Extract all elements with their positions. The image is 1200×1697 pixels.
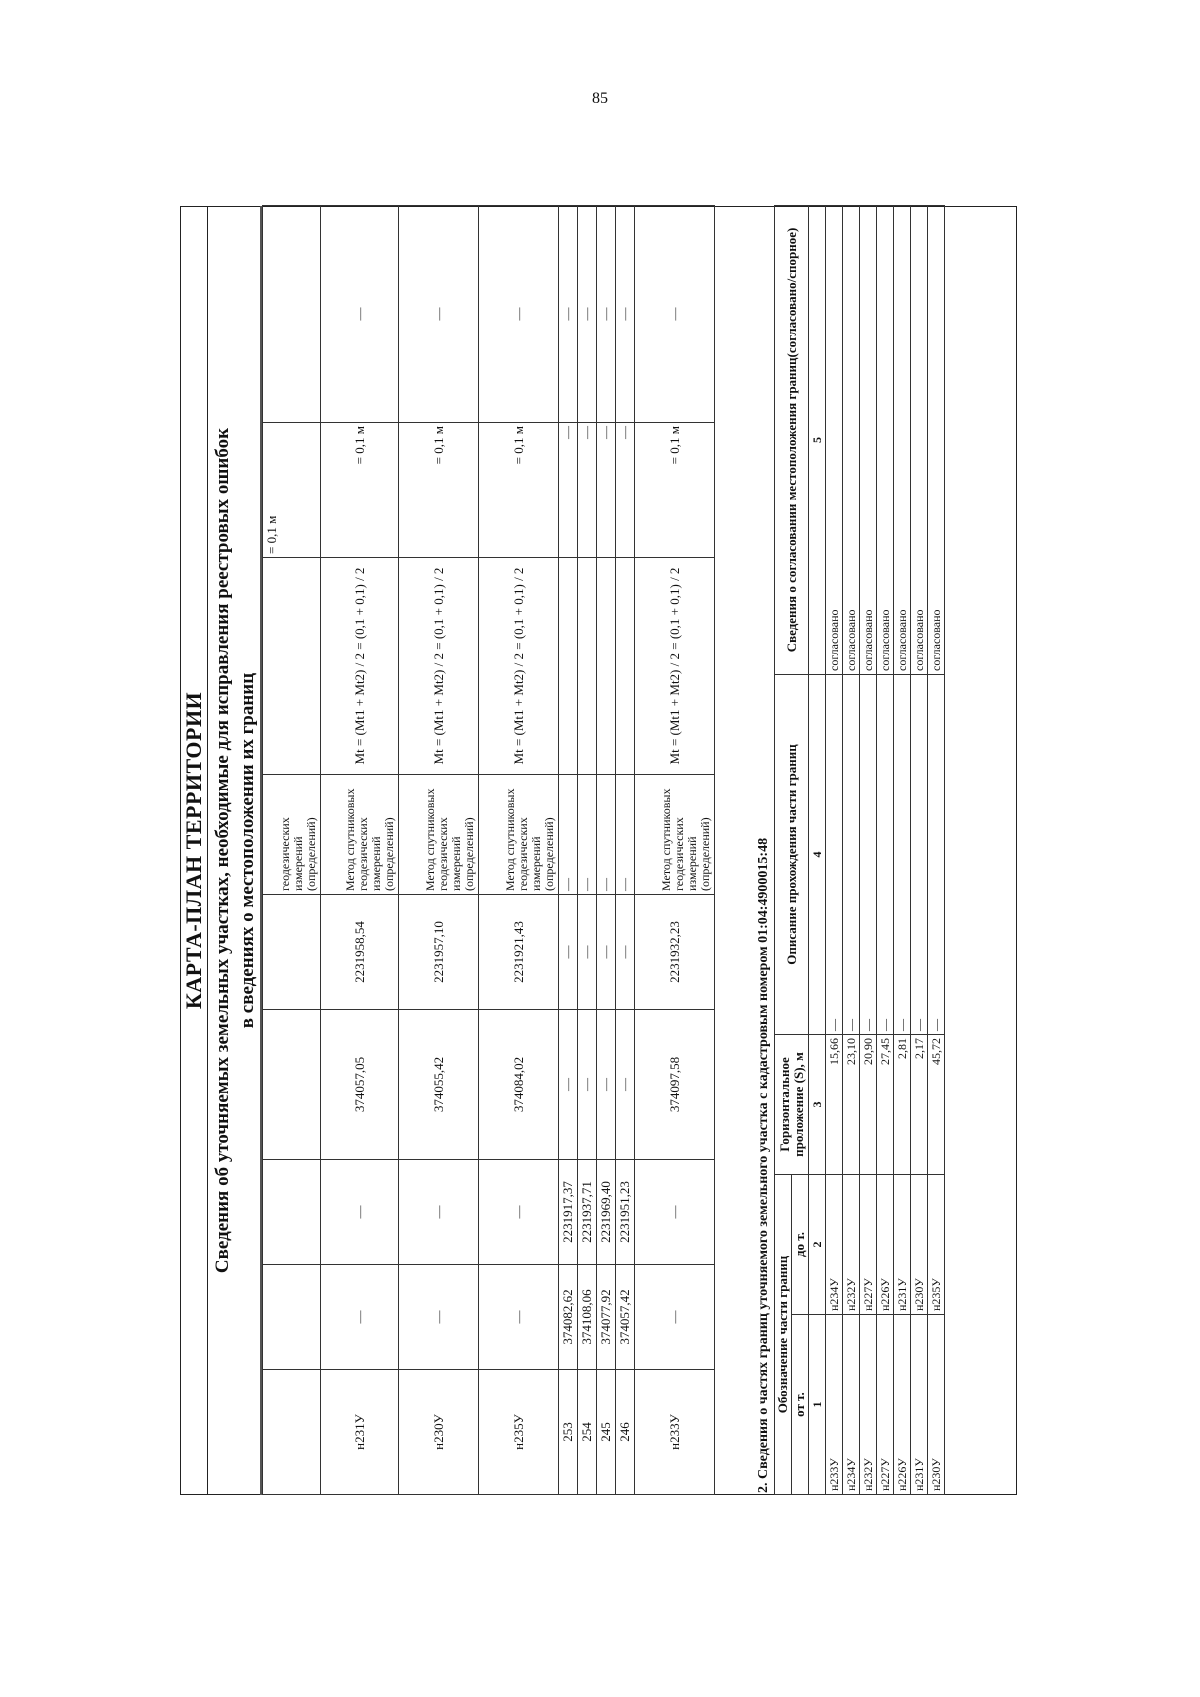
points-table	[262, 205, 715, 1495]
point-cell: н231У	[321, 1370, 399, 1495]
table-row: н233У н234У 15,66 — согласовано	[826, 205, 843, 1494]
table-row: н231У — — 374057,05 2231958,54 Метод спутниковых геодезических измерений (определений) Mt = (Mt1 + Mt2) / 2 = (0,1 + 0,1) / 2 = 0,1 м —	[321, 206, 399, 1495]
method-cell: Метод спутниковых геодезических измерений (определений)	[321, 775, 399, 895]
method-cell: Метод спутниковых геодезических измерений (определений)	[479, 775, 559, 895]
section2-heading: 2. Сведения о частях границ уточняемого земельного участка с кадастровым номером 01:04:4900015:48	[756, 837, 771, 1493]
table-row: н234У н232У 23,10 — согласовано	[843, 205, 860, 1494]
boundary-parts-table	[774, 205, 945, 1495]
formula-cell: Mt = (Mt1 + Mt2) / 2 = (0,1 + 0,1) / 2	[399, 558, 479, 775]
method-cell: Метод спутниковых геодезических измерений (определений)	[399, 775, 479, 895]
section1-heading-line2: в сведениях о местоположении их границ	[237, 672, 258, 1029]
accuracy-cell: = 0,1 м	[479, 423, 559, 558]
point-cell: 245	[597, 1370, 616, 1495]
section1-heading	[208, 206, 262, 1495]
accuracy-cell: = 0,1 м	[321, 423, 399, 558]
table-row: 254 374108,06 2231937,71 — — — — —	[578, 206, 597, 1495]
point-cell: 253	[559, 1370, 578, 1495]
formula-cell: Mt = (Mt1 + Mt2) / 2 = (0,1 + 0,1) / 2	[479, 558, 559, 775]
accuracy-cell: = 0,1 м	[263, 423, 321, 558]
rotated-sheet	[180, 200, 1017, 1495]
table-row: 245 374077,92 2231969,40 — — — — —	[597, 206, 616, 1495]
table-header-row: Обозначение части границ Горизонтальное проложение (S), м Описание прохождения части границ Сведения о согласовании местоположения границ(согласовано/спорное)	[775, 205, 792, 1494]
point-cell: н235У	[479, 1370, 559, 1495]
table-row: 246 374057,42 2231951,23 — — — — —	[616, 206, 635, 1495]
formula-cell: Mt = (Mt1 + Mt2) / 2 = (0,1 + 0,1) / 2	[321, 558, 399, 775]
page-title: КАРТА-ПЛАН ТЕРРИТОРИИ	[180, 206, 208, 1495]
accuracy-cell: = 0,1 м	[399, 423, 479, 558]
section1-heading-line1: Сведения об уточняемых земельных участках, необходимые для исправления реестровых ошибок	[212, 427, 233, 1274]
table-row: н227У н226У 27,45 — согласовано	[877, 205, 894, 1494]
point-cell: 254	[578, 1370, 597, 1495]
column-number-row: 1 2 3 4 5	[809, 205, 826, 1494]
method-cell: Метод спутниковых геодезических измерений (определений)	[635, 775, 715, 895]
table-row: н231У н230У 2,17 — согласовано	[911, 205, 928, 1494]
table-row: н233У — — 374097,58 2231932,23 Метод спутниковых геодезических измерений (определений) Mt = (Mt1 + Mt2) / 2 = (0,1 + 0,1) / 2 = 0,1 м —	[635, 206, 715, 1495]
formula-cell: Mt = (Mt1 + Mt2) / 2 = (0,1 + 0,1) / 2	[635, 558, 715, 775]
accuracy-cell: = 0,1 м	[635, 423, 715, 558]
point-cell: н230У	[399, 1370, 479, 1495]
point-cell: н233У	[635, 1370, 715, 1495]
method-cell: геодезических измерений (определений)	[263, 775, 321, 895]
table-row: 253 374082,62 2231917,37 — — — — —	[559, 206, 578, 1495]
table-header-row: от т. до т.	[792, 205, 809, 1494]
table-row	[263, 206, 321, 1495]
page-number: 85	[592, 90, 608, 107]
point-cell: 246	[616, 1370, 635, 1495]
table-row: н226У н231У 2,81 — согласовано	[894, 205, 911, 1494]
table-row: н230У — — 374055,42 2231957,10 Метод спутниковых геодезических измерений (определений) Mt = (Mt1 + Mt2) / 2 = (0,1 + 0,1) / 2 = 0,1 м —	[399, 206, 479, 1495]
table-row: н232У н227У 20,90 — согласовано	[860, 205, 877, 1494]
table-row: н230У н235У 45,72 — согласовано	[928, 205, 945, 1494]
table-row: н235У — — 374084,02 2231921,43 Метод спутниковых геодезических измерений (определений) Mt = (Mt1 + Mt2) / 2 = (0,1 + 0,1) / 2 = 0,1 м —	[479, 206, 559, 1495]
formula-cell	[263, 558, 321, 775]
